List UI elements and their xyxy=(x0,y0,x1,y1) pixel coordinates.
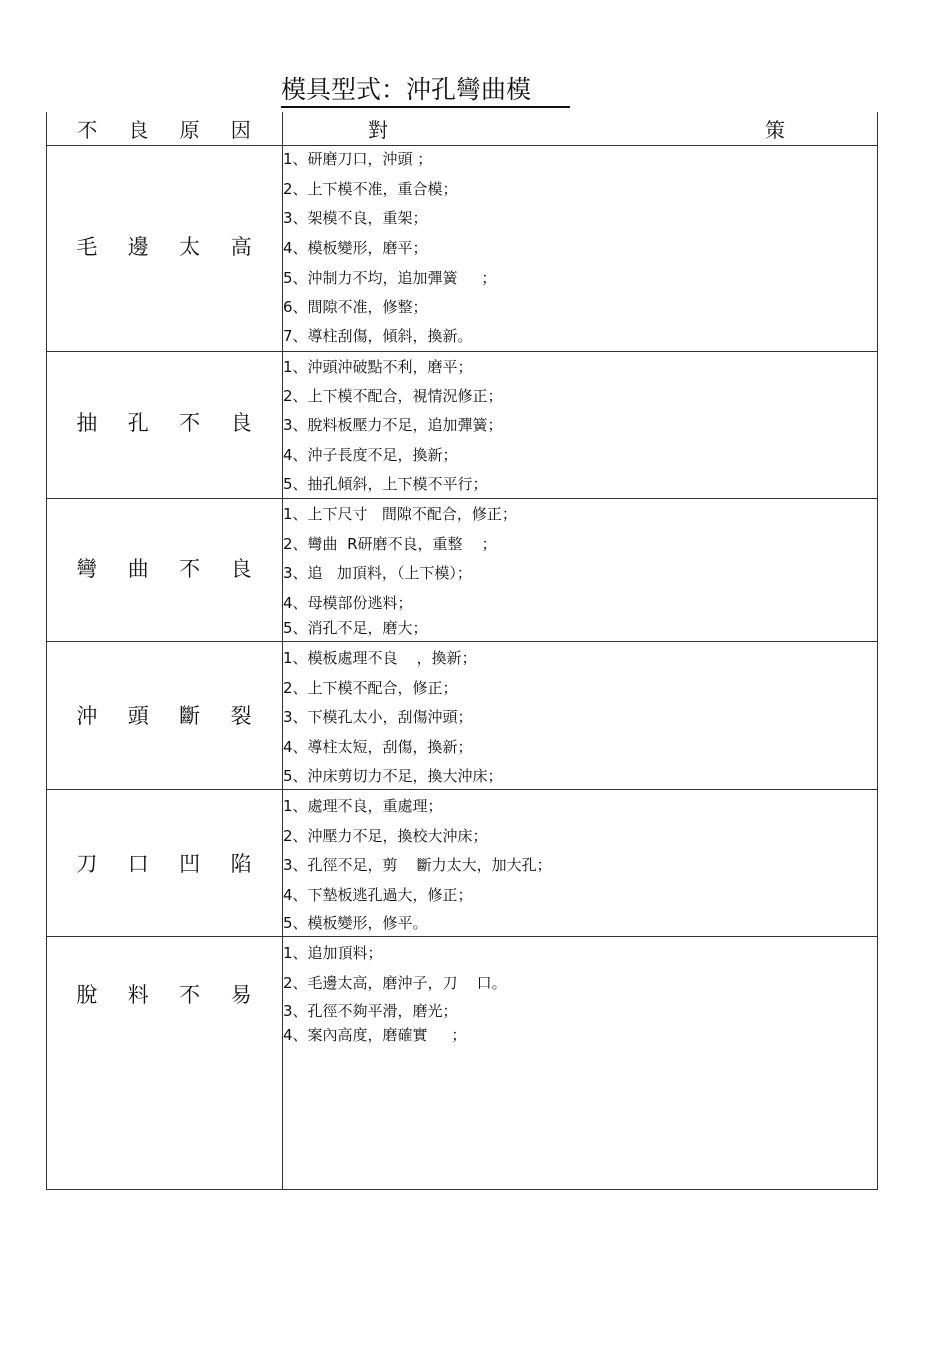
list-item: 3、孔徑不夠平滑，磨光； xyxy=(283,1002,458,1020)
row-divider xyxy=(46,789,878,790)
list-item: 4、模板變形，磨平； xyxy=(283,239,428,257)
list-item: 2、沖壓力不足，換校大沖床； xyxy=(283,827,488,845)
cause-cell: 刀 口 凹 陷 xyxy=(76,852,252,876)
list-item: 4、案內高度，磨確實 ； xyxy=(283,1026,467,1044)
cause-cell: 毛 邊 太 高 xyxy=(76,235,252,259)
list-item: 6、間隙不准，修整； xyxy=(283,298,428,316)
list-item: 3、孔徑不足，剪 斷力太大，加大孔； xyxy=(283,856,552,874)
list-item: 2、彎曲 R研磨不良，重整 ； xyxy=(283,535,497,553)
list-item: 1、模板處理不良 ，換新； xyxy=(283,649,477,667)
list-item: 1、上下尺寸 間隙不配合，修正； xyxy=(283,505,517,523)
list-item: 5、沖床剪切力不足，換大沖床； xyxy=(283,767,503,785)
list-item: 1、處理不良，重處理； xyxy=(283,797,443,815)
list-item: 4、下墊板逃孔過大，修正； xyxy=(283,886,473,904)
list-item: 3、脫料板壓力不足，追加彈簧； xyxy=(283,416,503,434)
list-item: 1、追加頂料； xyxy=(283,944,383,962)
list-item: 4、導柱太短，刮傷，換新； xyxy=(283,738,473,756)
header-cause: 不 良 原 因 xyxy=(77,118,251,142)
header-countermeasure-a: 對 xyxy=(368,118,388,142)
list-item: 3、追 加頂料，（上下模）； xyxy=(283,564,472,582)
list-item: 5、模板變形，修平。 xyxy=(283,914,428,932)
table-border-bottom xyxy=(46,1189,878,1190)
list-item: 1、研磨刀口，沖頭 ； xyxy=(283,150,433,168)
table-border-right xyxy=(877,112,878,1190)
list-item: 5、抽孔傾斜，上下模不平行； xyxy=(283,475,488,493)
list-item: 4、沖子長度不足，換新； xyxy=(283,446,458,464)
list-item: 1、沖頭沖破點不利，磨平； xyxy=(283,358,473,376)
cause-cell: 脫 料 不 易 xyxy=(76,983,252,1007)
list-item: 2、上下模不配合，修正； xyxy=(283,679,458,697)
cause-cell: 抽 孔 不 良 xyxy=(76,411,252,435)
list-item: 2、上下模不准，重合模； xyxy=(283,180,458,198)
page-title: 模具型式：沖孔彎曲模 xyxy=(281,75,532,104)
list-item: 7、導柱刮傷，傾斜，換新。 xyxy=(283,327,473,345)
list-item: 2、毛邊太高，磨沖子，刀 口。 xyxy=(283,974,507,992)
cause-cell: 彎 曲 不 良 xyxy=(76,557,252,581)
row-divider xyxy=(46,498,878,499)
cause-cell: 沖 頭 斷 裂 xyxy=(76,704,252,728)
row-divider xyxy=(46,145,878,146)
list-item: 3、架模不良，重架； xyxy=(283,209,428,227)
list-item: 5、消孔不足，磨大； xyxy=(283,619,428,637)
row-divider xyxy=(46,936,878,937)
header-countermeasure-b: 策 xyxy=(765,118,785,142)
defect-table xyxy=(46,112,878,1190)
list-item: 2、上下模不配合，視情況修正； xyxy=(283,387,503,405)
row-divider xyxy=(46,351,878,352)
title-underline xyxy=(281,106,570,108)
row-divider xyxy=(46,641,878,642)
list-item: 4、母模部份逃料； xyxy=(283,594,413,612)
list-item: 5、沖制力不均，追加彈簧 ； xyxy=(283,269,497,287)
list-item: 3、下模孔太小，刮傷沖頭； xyxy=(283,708,473,726)
table-border-left xyxy=(46,112,47,1190)
